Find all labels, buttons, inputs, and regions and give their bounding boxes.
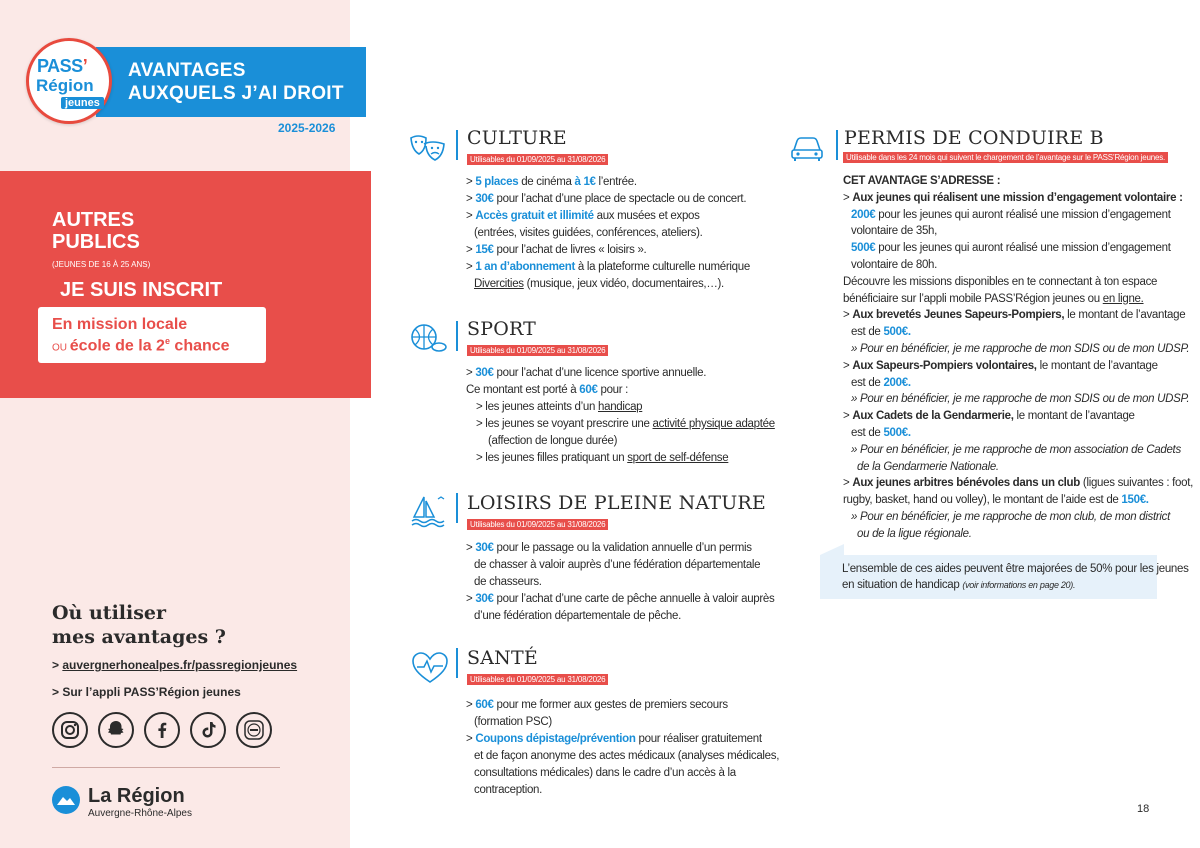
region-subtitle: Auvergne-Rhône-Alpes (88, 808, 192, 819)
list-item: > les jeunes filles pratiquant un sport de self-défense (476, 452, 729, 464)
mission-line-1: En mission locale (52, 316, 188, 333)
list-item: de chasser à valoir auprès d’une fédération départementale (474, 559, 761, 571)
heart-pulse-icon (410, 650, 450, 686)
snapchat-icon[interactable] (98, 712, 134, 748)
mission-box (38, 307, 266, 363)
social-icons (52, 712, 272, 748)
sailboat-icon (410, 493, 450, 529)
culture-list (466, 174, 750, 293)
list-item: > Accès gratuit et illimité aux musées et expos (466, 210, 700, 222)
where-website-link[interactable]: > auvergnerhonealpes.fr/passregionjeunes (52, 658, 298, 672)
list-item: est de 500€. (851, 326, 911, 339)
list-item: > 30€ pour l’achat d’une licence sportive annuelle. (466, 367, 707, 379)
publics-inscrit: JE SUIS INSCRIT (60, 279, 223, 301)
list-item: et de façon anonyme des actes médicaux (analyses médicales, (474, 750, 780, 762)
loisirs-list (466, 540, 774, 625)
list-item: > Aux jeunes qui réalisent une mission d’engagement volontaire : (843, 191, 1183, 204)
car-icon (788, 130, 828, 166)
list-item: contraception. (474, 784, 543, 796)
list-item: > les jeunes se voyant prescrire une activité physique adaptée (476, 418, 775, 430)
list-item: Divercities (musique, jeux vidéo, documentaires,…). (474, 278, 724, 290)
list-item: > 5 places de cinéma à 1€ l’entrée. (466, 176, 637, 188)
list-item: » Pour en bénéficier, je me rapproche de mon SDIS ou de mon UDSP. (851, 342, 1190, 355)
permis-bar (836, 130, 838, 160)
culture-title: CULTURE (467, 127, 567, 149)
en-ligne-link[interactable]: en ligne. (1102, 292, 1144, 305)
publics-title: AUTRES PUBLICS (52, 209, 140, 253)
list-item: > 30€ pour le passage ou la validation annuelle d’un permis (466, 542, 752, 554)
list-item: est de 200€. (851, 376, 911, 389)
list-item: > Aux Cadets de la Gendarmerie, le montant de l’avantage (843, 410, 1135, 423)
list-item: > 60€ pour me former aux gestes de premiers secours (466, 699, 728, 711)
instagram-icon[interactable] (52, 712, 88, 748)
logo-jeunes-text: jeunes (61, 97, 104, 109)
list-item: > 30€ pour l’achat d’une place de spectacle ou de concert. (466, 193, 747, 205)
facebook-icon[interactable] (144, 712, 180, 748)
sport-dates: Utilisables du 01/09/2025 au 31/08/2026 (467, 345, 608, 356)
list-item: > 1 an d’abonnement à la plateforme culturelle numérique (466, 261, 750, 273)
list-item: (affection de longue durée) (488, 435, 618, 447)
list-item: bénéficiaire sur l’appli mobile PASS’Région jeunes ou en ligne. (843, 292, 1144, 305)
theater-masks-icon (408, 130, 448, 166)
list-item: volontaire de 35h, (851, 225, 938, 238)
tiktok-icon[interactable] (190, 712, 226, 748)
list-item: (formation PSC) (474, 716, 552, 728)
list-item: Découvre les missions disponibles en te connectant à ton espace (843, 275, 1158, 288)
region-name: La Région (88, 785, 185, 807)
list-item: 200€ pour les jeunes qui auront réalisé une mission d’engagement (851, 208, 1171, 221)
pass-region-logo (26, 38, 112, 124)
list-item: > Aux jeunes arbitres bénévoles dans un club (ligues suivantes : foot, (843, 477, 1194, 490)
list-item: (entrées, visites guidées, conférences, ateliers). (474, 227, 703, 239)
list-item: Ce montant est porté à 60€ pour : (466, 384, 629, 396)
divercities-link[interactable]: Divercities (474, 278, 524, 290)
list-item: > Coupons dépistage/prévention pour réaliser gratuitement (466, 733, 762, 745)
sante-dates: Utilisables du 01/09/2025 au 31/08/2026 (467, 674, 608, 685)
permis-list (843, 173, 1193, 543)
culture-bar (456, 130, 458, 160)
separator (52, 767, 280, 768)
handicap-note (820, 555, 1189, 599)
permis-title: PERMIS DE CONDUIRE B (844, 127, 1104, 149)
list-item: > les jeunes atteints d’un handicap (476, 401, 643, 413)
header-banner (96, 47, 366, 117)
note-text: L’ensemble de ces aides peuvent être majorées de 50% pour les jeunes en situation de handicap (voir informations en page 20). (842, 563, 1189, 591)
loisirs-title: LOISIRS DE PLEINE NATURE (467, 492, 767, 514)
loisirs-dates: Utilisables du 01/09/2025 au 31/08/2026 (467, 519, 608, 530)
list-item: volontaire de 80h. (851, 258, 938, 271)
culture-dates: Utilisables du 01/09/2025 au 31/08/2026 (467, 154, 608, 165)
sidebar (0, 0, 350, 848)
list-item: de chasseurs. (474, 576, 542, 588)
publics-age: (JEUNES DE 16 À 25 ANS) (52, 260, 151, 269)
note-pointer (820, 544, 844, 555)
page-number: 18 (1137, 803, 1150, 815)
sport-bar (456, 321, 458, 351)
sports-ball-icon (408, 321, 448, 357)
list-item: > 15€ pour l’achat de livres « loisirs ». (466, 244, 647, 256)
loisirs-bar (456, 493, 458, 523)
sante-bar (456, 648, 458, 678)
mission-line-2: OU école de la 2e chance (52, 336, 230, 355)
list-item: > Aux Sapeurs-Pompiers volontaires, le montant de l’avantage (843, 359, 1158, 372)
list-item: > Aux brevetés Jeunes Sapeurs-Pompiers, le montant de l’avantage (843, 309, 1186, 322)
list-item: » Pour en bénéficier, je me rapproche de mon club, de mon district (851, 510, 1171, 523)
list-item: > 30€ pour l’achat d’une carte de pêche annuelle à valoir auprès (466, 593, 775, 605)
list-item: consultations médicales) dans le cadre d’un accès à la (474, 767, 736, 779)
sport-list (466, 365, 775, 467)
year-label: 2025-2026 (278, 121, 336, 135)
list-item: de la Gendarmerie Nationale. (857, 460, 999, 473)
where-title: Où utiliser mes avantages ? (52, 602, 226, 648)
list-item: rugby, basket, hand ou volley), le montant de l’aide est de 150€. (843, 494, 1149, 507)
autres-publics-block (0, 171, 371, 398)
list-item: CET AVANTAGE S’ADRESSE : (843, 175, 1001, 187)
list-item: est de 500€. (851, 426, 911, 439)
pass-region-app-icon[interactable] (236, 712, 272, 748)
list-item: d’une fédération départementale de pêche. (474, 610, 682, 622)
list-item: » Pour en bénéficier, je me rapproche de mon SDIS ou de mon UDSP. (851, 393, 1190, 406)
sante-title: SANTÉ (467, 647, 538, 669)
page-title: AVANTAGES AUXQUELS J’AI DROIT (128, 60, 344, 104)
sport-title: SPORT (467, 318, 537, 340)
logo-region-text: Région (36, 76, 94, 95)
la-region-logo-icon (52, 786, 80, 814)
sante-list (466, 697, 779, 799)
list-item: ou de la ligue régionale. (857, 527, 972, 540)
list-item: » Pour en bénéficier, je me rapproche de mon association de Cadets (851, 443, 1181, 456)
permis-dates: Utilisable dans les 24 mois qui suivent le chargement de l’avantage sur le PASS’Région jeunes. (843, 152, 1168, 163)
list-item: 500€ pour les jeunes qui auront réalisé une mission d’engagement (851, 242, 1171, 255)
logo-pass-text: PASS’ (37, 56, 88, 76)
where-app-text: > Sur l’appli PASS’Région jeunes (52, 685, 241, 699)
